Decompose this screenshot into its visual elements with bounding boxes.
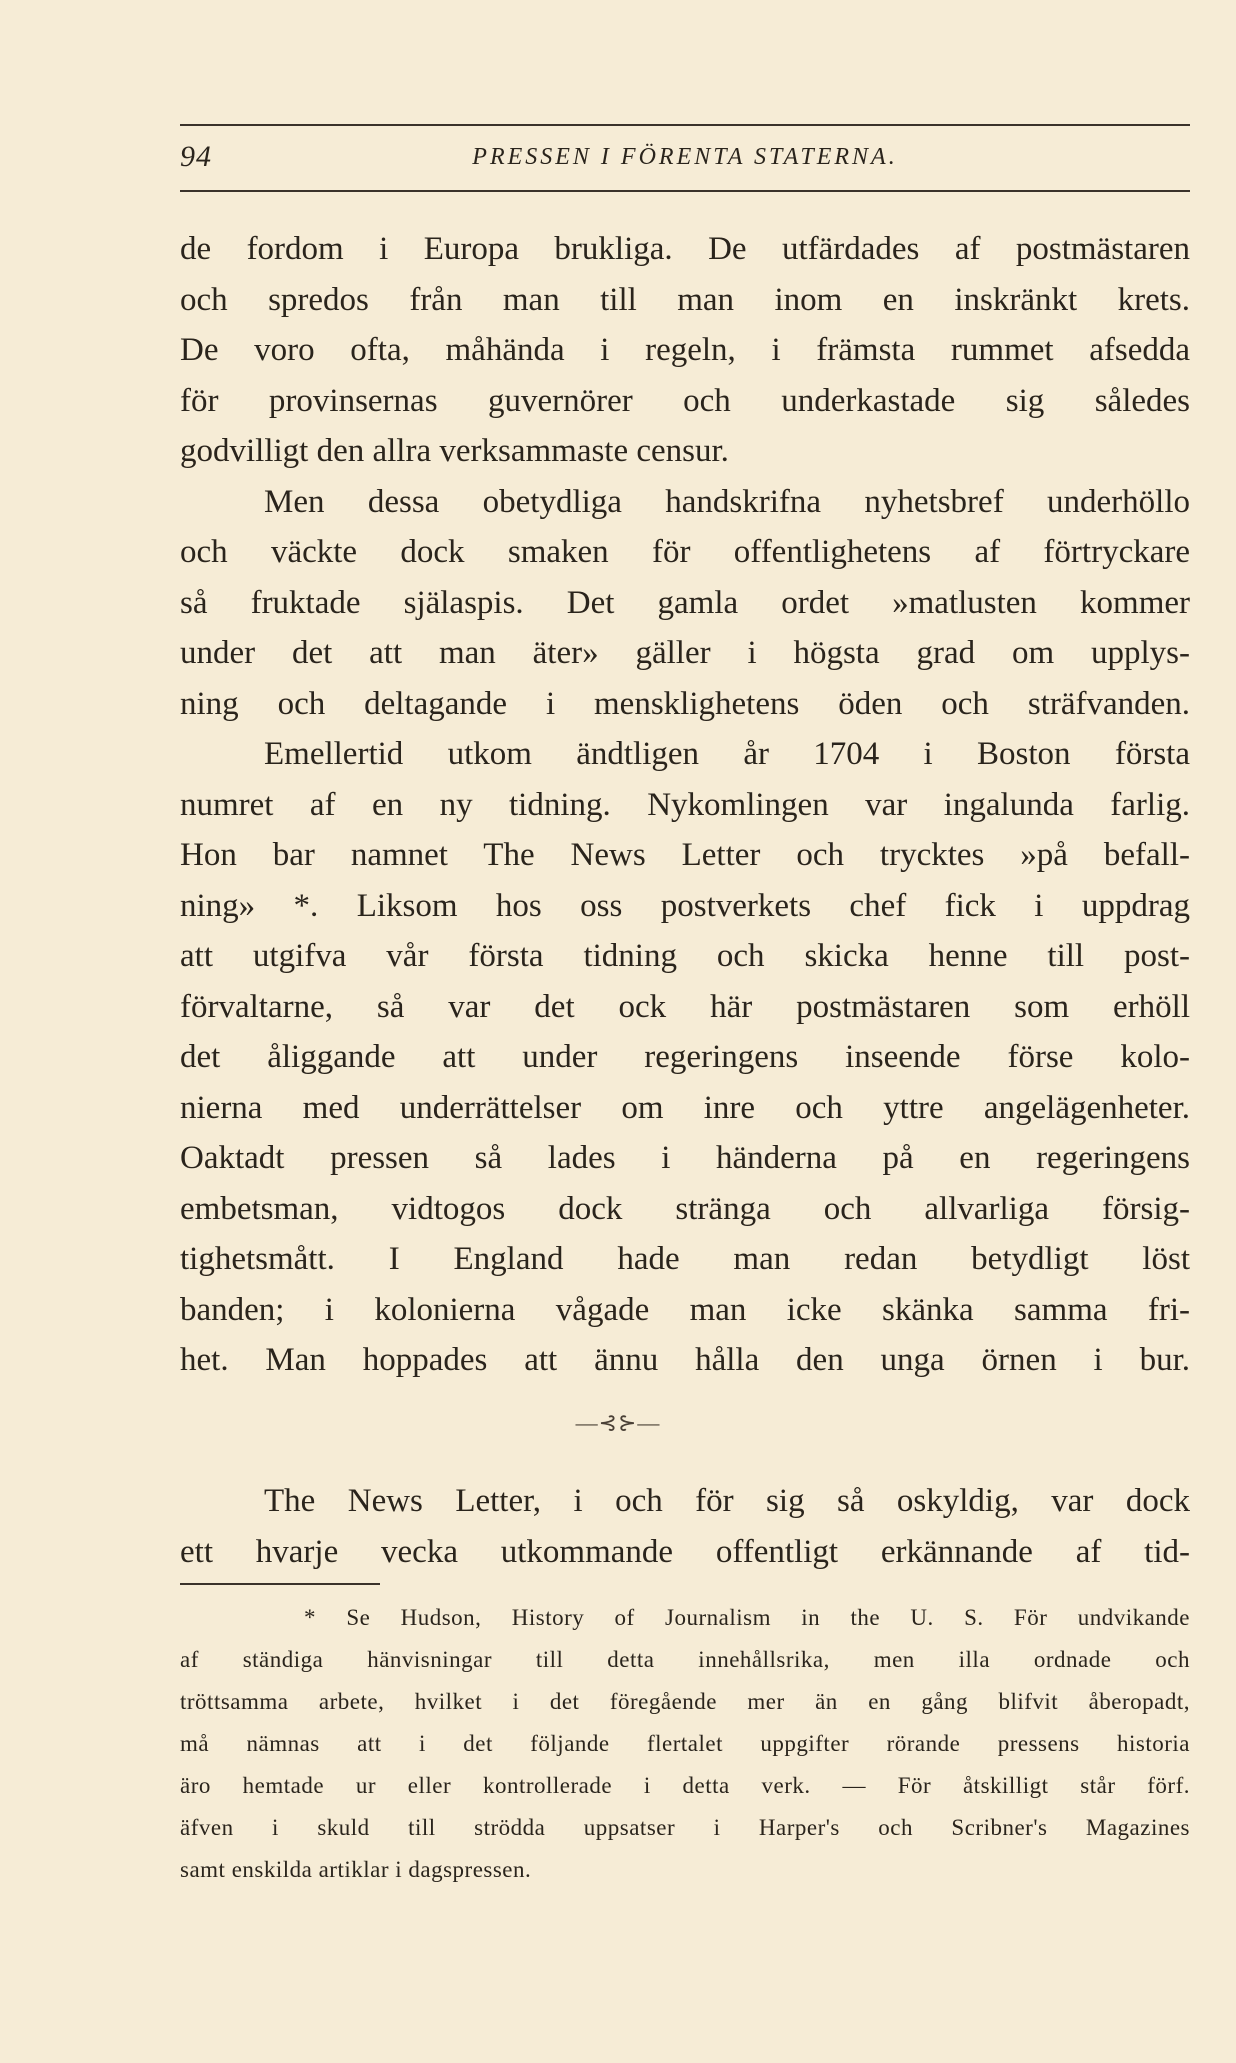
- footnote: [180, 1597, 1190, 1891]
- footnote-rule: [180, 1583, 380, 1585]
- page-number: 94: [180, 140, 212, 173]
- text-line: att utgifva vår första tidning och skicka henne till post-: [180, 938, 1190, 974]
- text-line: de fordom i Europa brukliga. De utfärdades af postmästaren: [180, 231, 1190, 267]
- text-line: embetsman, vidtogos dock stränga och allvarliga försig-: [180, 1190, 1190, 1227]
- text-line: godvilligt den allra verksammaste censur.: [180, 433, 729, 469]
- footnote-line: samt enskilda artiklar i dagspressen.: [180, 1857, 532, 1882]
- section-two-text: [180, 1476, 1190, 1577]
- footnote-line: må nämnas att i det följande flertalet uppgifter rörande pressens historia: [180, 1731, 1190, 1756]
- section-ornament: —⊰⊱—: [575, 1410, 661, 1435]
- header-rule: [180, 190, 1190, 192]
- text-line: under det att man äter» gäller i högsta grad om upplys-: [180, 635, 1190, 671]
- text-line: för provinsernas guvernörer och underkastade sig således: [180, 382, 1190, 419]
- text-line: ning» *. Liksom hos oss postverkets chef fick i uppdrag: [180, 887, 1190, 924]
- text-line: Emellertid utkom ändtligen år 1704 i Boston första: [264, 736, 1190, 772]
- text-line: The News Letter, i och för sig så oskyldig, var dock: [264, 1483, 1190, 1519]
- top-rule: [180, 124, 1190, 126]
- text-line: och väckte dock smaken för offentlighetens af förtryckare: [180, 534, 1190, 570]
- text-line: het. Man hoppades att ännu hålla den unga örnen i bur.: [180, 1342, 1190, 1378]
- text-line: förvaltarne, så var det ock här postmästaren som erhöll: [180, 988, 1190, 1025]
- text-line: nierna med underrättelser om inre och yttre angelägenheter.: [180, 1089, 1190, 1126]
- page-header: [180, 136, 1190, 176]
- text-line: och spredos från man till man inom en inskränkt krets.: [180, 281, 1190, 318]
- text-line: banden; i kolonierna vågade man icke skänka samma fri-: [180, 1291, 1190, 1328]
- text-line: Men dessa obetydliga handskrifna nyhetsbref underhöllo: [264, 483, 1190, 520]
- footnote-line: tröttsamma arbete, hvilket i det föregående mer än en gång blifvit åberopadt,: [180, 1689, 1190, 1714]
- footnote-line: äro hemtade ur eller kontrollerade i detta verk. — För åtskilligt står förf.: [180, 1773, 1190, 1798]
- footnote-line: äfven i skuld till strödda uppsatser i Harper's och Scribner's Magazines: [180, 1815, 1190, 1840]
- footnote-line: af ständiga hänvisningar till detta innehållsrika, men illa ordnade och: [180, 1647, 1190, 1672]
- text-line: numret af en ny tidning. Nykomlingen var ingalunda farlig.: [180, 786, 1190, 823]
- text-line: Hon bar namnet The News Letter och trycktes »på befall-: [180, 837, 1190, 873]
- text-line: det åliggande att under regeringens inseende förse kolo-: [180, 1039, 1190, 1075]
- main-text: [180, 224, 1190, 1386]
- running-title: PRESSEN I FÖRENTA STATERNA.: [472, 144, 898, 170]
- text-line: De voro ofta, måhända i regeln, i främsta rummet afsedda: [180, 332, 1190, 368]
- footnote-line: * Se Hudson, History of Journalism in the U. S. För undvikande: [304, 1605, 1190, 1630]
- text-line: ning och deltagande i mensklighetens öden och sträfvanden.: [180, 685, 1190, 722]
- text-line: ett hvarje vecka utkommande offentligt erkännande af tid-: [180, 1533, 1190, 1570]
- text-line: tighetsmått. I England hade man redan betydligt löst: [180, 1241, 1190, 1277]
- text-line: Oaktadt pressen så lades i händerna på en regeringens: [180, 1140, 1190, 1176]
- text-line: så fruktade själaspis. Det gamla ordet »matlusten kommer: [180, 584, 1190, 621]
